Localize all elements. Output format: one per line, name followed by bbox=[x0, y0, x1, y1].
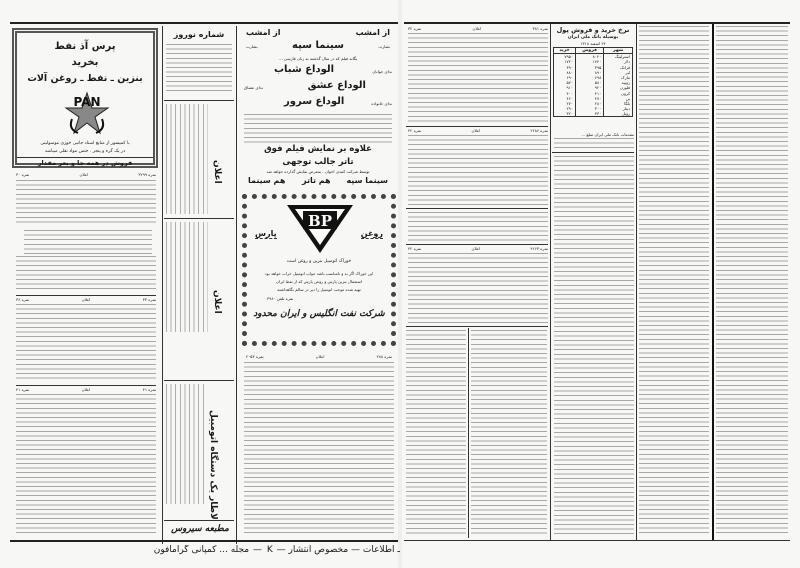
right-notice-text-1 bbox=[408, 33, 548, 123]
article-col-b bbox=[471, 330, 547, 535]
vertical-ad-text-1 bbox=[166, 104, 208, 214]
table-row: فرانک ۳۹۵ ۳۹۰ bbox=[554, 65, 633, 70]
table-row: ین ۴۷۰ ۴۶۰ bbox=[554, 96, 633, 101]
vertical-ad-text-3 bbox=[166, 384, 206, 504]
film-1-title: الوداع شباب bbox=[274, 64, 335, 75]
notice-header-4: نمره ۲۸۸ اعلان نمره ۲۰۵۳ bbox=[246, 354, 392, 359]
cinema-subtitle: یگانه فیلم که در سال گذشته به زبان فارسی ... bbox=[278, 56, 358, 61]
pan-ad-footer: فروش در همه جا و بعر مقدار bbox=[37, 159, 133, 167]
bp-headline: خوراک اتومبیل بنزین و روغن است bbox=[286, 259, 352, 264]
cinema-name: سینما سپه bbox=[292, 40, 344, 51]
article-col-e bbox=[716, 26, 788, 536]
bp-left-word: پارس bbox=[255, 229, 277, 238]
table-row: بلگا ۲۸۰ ۲۷۰ bbox=[554, 101, 633, 106]
article-col-a bbox=[406, 330, 466, 535]
notice-text-1b bbox=[16, 256, 156, 292]
top-rule-right bbox=[404, 22, 790, 24]
right-notice-text-3 bbox=[408, 253, 548, 323]
table-row: فلورن ۹۲۰ ۹۱۰ bbox=[554, 85, 633, 90]
pan-ad-body2: در یک گره و پنجر . جنس مواد نقلی میباشد bbox=[44, 149, 126, 154]
footer-strip: ـ اطلاعات — مخصوص انتشار — K — مجله ... کمپانی گرامافون bbox=[153, 545, 400, 555]
bp-phone: نمره تلفن ۳۹۸۰ bbox=[267, 296, 294, 301]
right-notice-text-2b bbox=[408, 212, 548, 242]
table-row: روبل ۳۳۰ ۳۲۰ bbox=[554, 111, 633, 117]
notice-text-3 bbox=[16, 394, 156, 534]
notice-header-2: نمره ۳۳ اعلان نمره ۳۶ bbox=[16, 297, 156, 302]
nowruz-title: شماره نوروز bbox=[173, 30, 225, 39]
exchange-rate-table: شهر فروش خرید استرلینگ ۸۰۴۰ ۷۹۵۰ دلار ۱۷۴۰ ۱۷۲۰ فرانک ۳۹۵ ۳۹۰ لیر ۸۹۰ ۸۸۰ مارک ۶۹۸ ۶۹۰ روپیه ۵۸۰ ۵۷۰ فلورن ۹۲۰ ۹۱۰ کرون ۴۱۰ ۴۰۰ ین ۴۷۰ ۴۶۰ بلگا ۲۸۰ ۲۷۰ دینار ۳۰۰ ۲۹۰ روبل ۳۳۰ ۳۲۰ bbox=[553, 47, 633, 117]
table-row: لیر ۸۹۰ ۸۸۰ bbox=[554, 70, 633, 75]
article-col-d bbox=[639, 26, 709, 536]
bp-triangle-logo-icon bbox=[285, 203, 355, 255]
table-row: دلار ۱۷۴۰ ۱۷۲۰ bbox=[554, 59, 633, 64]
right-notice-text-2 bbox=[408, 135, 548, 205]
exchange-date: ۲۴ اسفند ۱۳۱۸ bbox=[580, 41, 606, 46]
top-rule bbox=[10, 22, 398, 24]
vertical-ad-title-3: لاطار یک دستگاه اتومبیل bbox=[208, 410, 218, 520]
table-row: مارک ۶۹۸ ۶۹۰ bbox=[554, 75, 633, 80]
svg-text:BP: BP bbox=[308, 212, 332, 230]
right-notice-header-3: نمره ۴۶۶۳ اعلان نمره ۴۲ bbox=[408, 246, 548, 251]
film-3-title: الوداع سرور bbox=[284, 96, 345, 107]
table-row: استرلینگ ۸۰۴۰ ۷۹۵۰ bbox=[554, 54, 633, 60]
notice-header-3: نمره ۴۱ اعلان نمره ۴۱ bbox=[16, 387, 156, 392]
exchange-rate-box bbox=[553, 26, 633, 130]
bp-oil-ad: BP پارس روغن خوراک اتومبیل بنزین و روغن است این خوراک اگر بد و نامناسب باشد جواب اتومبیل خراب خواهد بود استعمال بنزین پارس و روغن پارس که از نفط ایران تهیه شده موجب اتومبیل را دیر در سالم نگاهداشته نمره تلفن ۳۹۸۰ شرکت نفت انگلیس و ایران محدود bbox=[242, 194, 396, 346]
table-row: کرون ۴۱۰ ۴۰۰ bbox=[554, 91, 633, 96]
right-notice-header-2: نمره ۲۶۸۶ اعلان نمره ۴۲ bbox=[408, 128, 548, 133]
right-notice-header-1: نمره ۳۸۱ اعلان نمره ۳۲ bbox=[408, 26, 548, 31]
pan-oil-ad bbox=[12, 28, 158, 168]
exchange-title: نرخ خرید و فروش پول bbox=[556, 26, 630, 34]
nowruz-box bbox=[164, 28, 234, 100]
printer-name: مطبعه سیروس bbox=[171, 524, 229, 534]
page-gutter bbox=[398, 0, 402, 568]
exchange-note: مقدمات بانک ملی ایران مبلغ ... bbox=[581, 132, 634, 137]
vertical-ad-text-2 bbox=[166, 222, 208, 332]
notice-text-4 bbox=[244, 362, 394, 534]
pan-ad-line3: بنزین ـ نفط ـ روغن آلات bbox=[27, 73, 143, 84]
film-2-title: الوداع عشق bbox=[307, 80, 366, 91]
notice-text-1 bbox=[16, 180, 156, 226]
pan-ad-body: با کمپسور از منابع اسناد جانبی خوزی موسولینی bbox=[40, 141, 130, 146]
vertical-ad-title-1: اعلان bbox=[212, 160, 222, 184]
nowruz-text bbox=[166, 44, 232, 94]
bp-company: شرکت نفت انگلیس و ایران محدود bbox=[253, 309, 385, 319]
cinema-description bbox=[244, 114, 392, 144]
vertical-ad-title-2: اعلان bbox=[212, 290, 222, 314]
notice-list-1 bbox=[24, 230, 152, 254]
pan-ad-line1: پرس آذ نفط bbox=[54, 41, 116, 52]
cinema-sepah-ad: از امشب از امشب سینما سپه بشارت بشارت یگانه فیلم که در سال گذشته به زبان فارسی ... الوداع شباب ندای جوانان الوداع عشق ندای عشاق الوداع سرور ندای خانواده علاوه بر نمایش فیلم فوق تاتر جالب توجهی توسط شرکت کمدی اخوان . بمعرض نمایش گذارده خواهد شد سینما سپه هم تاتر هم سینما bbox=[240, 26, 396, 190]
cinema-right-header: از امشب bbox=[355, 28, 390, 37]
article-col-c bbox=[554, 156, 634, 536]
cinema-credit: توسط شرکت کمدی اخوان . بمعرض نمایش گذارده خواهد شد bbox=[266, 169, 370, 174]
exchange-subtitle: بوسیله بانک ملی ایران bbox=[567, 35, 619, 40]
svg-text:PAN: PAN bbox=[73, 95, 101, 109]
cinema-left-header: از امشب bbox=[246, 28, 281, 37]
bp-right-word: روغن bbox=[360, 229, 383, 238]
cinema-extra: علاوه بر نمایش فیلم فوق bbox=[264, 144, 372, 154]
notice-text-2 bbox=[16, 304, 156, 382]
table-row: دینار ۳۰۰ ۲۹۰ bbox=[554, 106, 633, 111]
cinema-theatre: تاتر جالب توجهی bbox=[282, 157, 354, 167]
table-row: روپیه ۵۸۰ ۵۷۰ bbox=[554, 80, 633, 85]
pan-ad-line2: بخرید bbox=[71, 57, 99, 68]
pan-star-logo-icon bbox=[62, 89, 112, 139]
notice-header-1: نمره ۳۲۹۹ اعلان نمره ۳۰ bbox=[16, 172, 156, 177]
